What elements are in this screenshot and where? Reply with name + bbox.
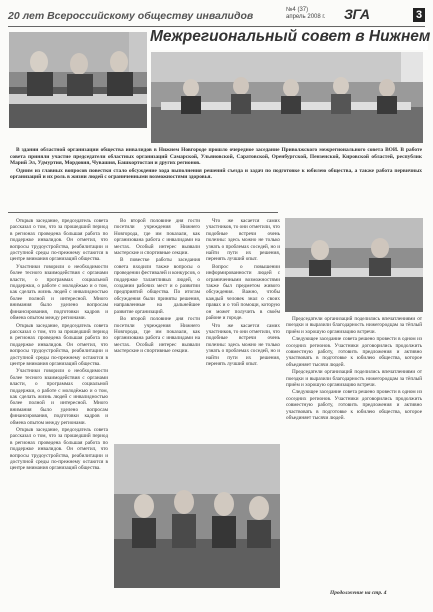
col1-paragraph-3: Открыв заседание, председатель совета рассказал о том, что за прошедший период в регионах проведена большая работа по поддержке инвалидов. Он отметил, что вопросы трудоустройства, реабилитации и доступной среды по-прежнему остаются в центре внимания организаций общества. [10,322,108,367]
col1-paragraph-1: Открыв заседание, председатель совета рассказал о том, что за прошедший период в регионах проведена большая работа по поддержке инвалидов. Он отметил, что вопросы трудоустройства, реабилитации и доступной среды по-прежнему остаются в центре внимания организаций общества. [10,218,108,263]
col4-paragraph-1: Председатели организаций поделились впечатлениями от поездки и выразили благодарность нижегородцам за тёплый приём и хорошую организацию встречи. [286,316,422,335]
article-column-2 [114,218,200,438]
meeting-photo-table [285,218,423,312]
col2-paragraph-3: Во второй половине дня гости посетили учреждения Нижнего Новгорода, где им показали, как организована работа с инвалидами на местах. Особый интерес вызвали мастерские и спортивные секции. [114,316,200,355]
meeting-photo-group [114,444,280,588]
headline-text: Межрегиональный совет в Нижнем [150,28,431,45]
article-column-3 [206,218,280,438]
article-headline [150,28,431,50]
col1-paragraph-5: Открыв заседание, председатель совета рассказал о том, что за прошедший период в регионах проведена большая работа по поддержке инвалидов. Он отметил, что вопросы трудоустройства, реабилитации и доступной среды по-прежнему остаются в центре внимания организаций общества. [10,427,108,472]
col4-paragraph-4: Следующее заседание совета решено провести в одном из соседних регионов. Участники договорились продолжить совместную работу, готовить предложения и активно участвовать в подготовке к юбилею общества, которое объединяет тысячи людей. [286,389,422,422]
article-lead [10,147,422,205]
lead-rule [8,212,278,213]
article-column-1 [10,218,108,586]
col3-paragraph-3: Что же касается самих участников, то они отметили, что подобные встречи очень полезны: здесь можно не только узнать о проблемах соседей, но и найти пути их решения, перенять лучший опыт. [206,322,280,367]
page-header [8,6,425,26]
lead-paragraph-2: Одним из главных вопросов повестки стало обсуждение хода выполнения решений съезда и задач по подготовке к юбилею общества, а также работа первичных организаций и их роль в жизни людей с ограниченными возможностями здоровья. [10,167,422,180]
header-rule [8,26,425,27]
section-title: 20 лет Всероссийскому обществу инвалидов [8,10,254,22]
issue-info: №4 (37) апрель 2008 г. [286,7,326,20]
newspaper-logo: ЗГА [344,6,370,22]
article-column-4 [286,316,422,588]
col2-paragraph-1: Во второй половине дня гости посетили учреждения Нижнего Новгорода, где им показали, как организована работа с инвалидами на местах. Особый интерес вызвали мастерские и спортивные секции. [114,218,200,257]
col4-paragraph-2: Следующее заседание совета решено провести в одном из соседних регионов. Участники договорились продолжить совместную работу, готовить предложения и активно участвовать в подготовке к юбилею общества, которое объединяет тысячи людей. [286,336,422,368]
continued-note: Продолжение на стр. 4 [330,590,387,596]
meeting-photo-hall [151,52,423,143]
col2-paragraph-2: В повестке работы заседания совета входили также вопросы о проведении фестивалей и конкурсов, о поддержке талантливых людей, о создании рабочих мест и о развитии предприятий общества. По итогам обсуждения были приняты решения, направленные на дальнейшее развитие организаций. [114,257,200,315]
col1-paragraph-4: Участники говорили о необходимости более тесного взаимодействия с органами власти, о программах социальной поддержки, о работе с молодёжью и о том, как сделать жизнь людей с инвалидностью более полной и интересной. Много внимания было уделено вопросам финансирования, подготовки кадров и обмена опытом между регионами. [10,368,108,426]
col3-paragraph-1: Что же касается самих участников, то они отметили, что подобные встречи очень полезны: здесь можно не только узнать о проблемах соседей, но и найти пути их решения, перенять лучший опыт. [206,218,280,263]
page-number: 3 [413,8,425,22]
meeting-photo-top [9,32,147,128]
col3-paragraph-2: Вопрос о повышении информированности людей с ограниченными возможностями также был предметом живого обсуждения. Важно, чтобы каждый человек знал о своих правах и о той помощи, которую он может получить в своём районе и городе. [206,263,280,322]
col1-paragraph-2: Участники говорили о необходимости более тесного взаимодействия с органами власти, о программах социальной поддержки, о работе с молодёжью и о том, как сделать жизнь людей с инвалидностью более полной и интересной. Много внимания было уделено вопросам финансирования, подготовки кадров и обмена опытом между регионами. [10,263,108,322]
lead-paragraph-1: В здании областной организации общества инвалидов в Нижнем Новгороде прошло очередное заседание Приволжского межрегионального совета ВОИ. В работе совета приняли участие председатели областных организаций Самарской, Ульяновской, Саратовской, Оренбургской, Пензенской, Кировской областей, республик Марий Эл, Удмуртия, Мордовия, Чувашия, Башкортостан и других регионов. [10,147,422,166]
col4-paragraph-3: Председатели организаций поделились впечатлениями от поездки и выразили благодарность нижегородцам за тёплый приём и хорошую организацию встречи. [286,369,422,389]
